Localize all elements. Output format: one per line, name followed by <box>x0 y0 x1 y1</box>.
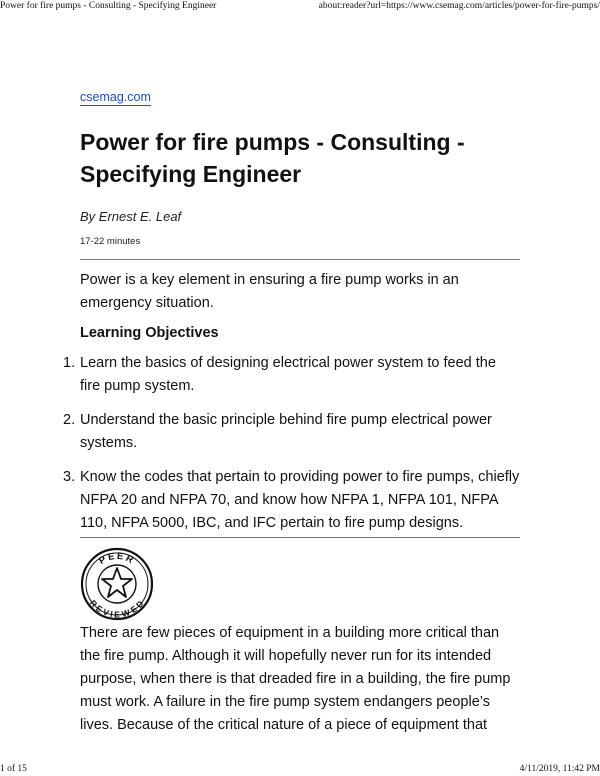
badge-bottom-text: REVIEWED <box>87 597 147 620</box>
list-item-text: Know the codes that pertain to providing power to fire pumps, chiefly NFPA 20 and NFPA 70, and know how NFPA 1, NFPA 101, NFPA 110, NFPA 5000, IBC, and IFC pertain to fire pump designs. <box>80 469 520 531</box>
article-title: Power for fire pumps - Consulting - Specifying Engineer <box>80 129 465 187</box>
divider <box>80 259 520 260</box>
list-item <box>63 409 520 455</box>
intro-paragraph: Power is a key element in ensuring a fire pump works in an emergency situation. <box>80 272 459 311</box>
print-header-url: about:reader?url=https://www.csemag.com/articles/power-for-fire-pumps/ <box>318 1 600 11</box>
print-header <box>0 1 600 13</box>
list-item-number: 3. <box>63 469 76 485</box>
list-item-number: 1. <box>63 355 76 371</box>
objectives-list <box>63 352 520 546</box>
byline: By Ernest E. Leaf <box>80 209 182 224</box>
list-item-text: Learn the basics of designing electrical power system to feed the fire pump system. <box>80 355 496 394</box>
list-item <box>63 352 520 398</box>
page-counter: 1 of 15 <box>0 764 27 774</box>
print-timestamp: 4/11/2019, 11:42 PM <box>519 764 600 774</box>
print-footer <box>0 764 600 776</box>
list-item-text: Understand the basic principle behind fire pump electrical power systems. <box>80 412 492 451</box>
body-paragraph: There are few pieces of equipment in a building more critical than the fire pump. Although it will hopefully never run for its intended purpose, when there is that dreaded fire in a building, the fire pump must work. A failure in the fire pump system endangers people’s lives. Because of the critical nature of a piece of equipment that <box>80 625 511 733</box>
divider <box>80 537 520 538</box>
site-link[interactable]: csemag.com <box>80 90 151 104</box>
peer-reviewed-seal-icon <box>80 547 154 621</box>
badge-top-text: PEER <box>97 550 137 567</box>
list-item-number: 2. <box>63 412 76 428</box>
objectives-heading: Learning Objectives <box>80 325 219 341</box>
list-item <box>63 466 520 535</box>
print-header-title: Power for fire pumps - Consulting - Specifying Engineer <box>0 1 217 11</box>
read-time: 17-22 minutes <box>80 236 141 247</box>
